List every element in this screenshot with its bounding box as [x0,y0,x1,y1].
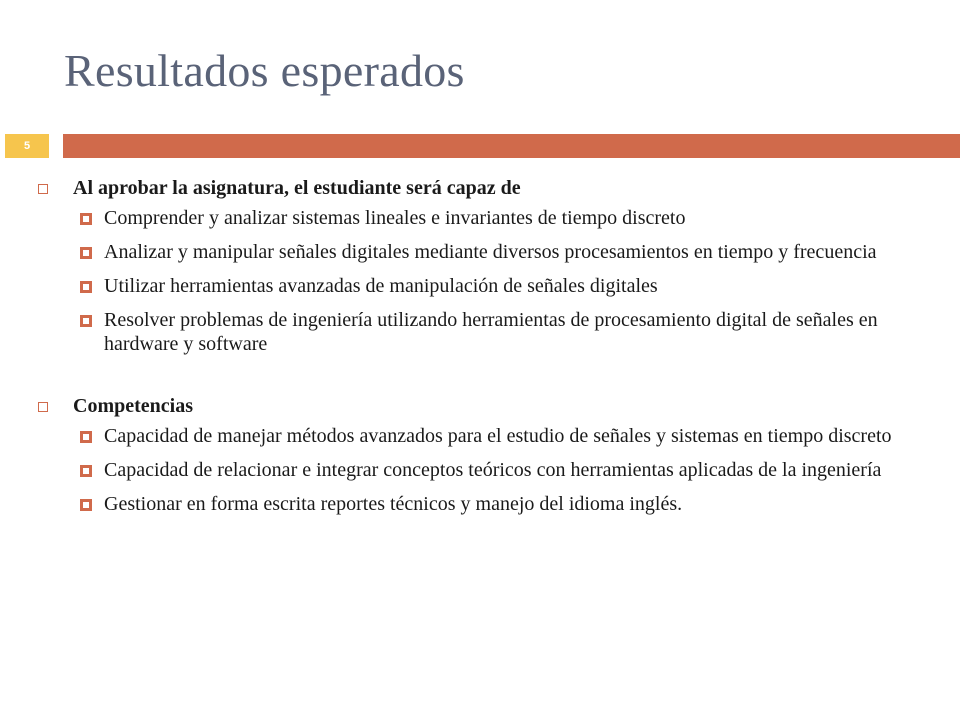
section-competencies [38,394,908,516]
section-heading-text: Competencias [73,395,193,417]
square-bullet-icon [80,281,92,293]
list-item [80,424,908,448]
list-item [80,240,908,264]
square-bullet-icon [80,431,92,443]
square-bullet-icon [80,499,92,511]
competencies-list [38,424,908,516]
section-heading [38,394,908,418]
slide-title: Resultados esperados [64,45,465,96]
square-bullet-icon [80,247,92,259]
list-item-text: Comprender y analizar sistemas lineales e invariantes de tiempo discreto [104,207,686,229]
slide-content [38,176,908,526]
list-item [80,458,908,482]
section-heading-text: Al aprobar la asignatura, el estudiante será capaz de [73,177,521,199]
square-bullet-icon [80,465,92,477]
list-item-text: Capacidad de relacionar e integrar conceptos teóricos con herramientas aplicadas de la ingeniería [104,459,882,481]
list-item-text: Utilizar herramientas avanzadas de manipulación de señales digitales [104,275,658,297]
list-item-text: Resolver problemas de ingeniería utilizando herramientas de procesamiento digital de señales en hardware y software [104,309,878,355]
list-item-text: Gestionar en forma escrita reportes técnicos y manejo del idioma inglés. [104,493,683,515]
list-item-text: Capacidad de manejar métodos avanzados para el estudio de señales y sistemas en tiempo discreto [104,425,892,447]
list-item [80,492,908,516]
section-heading [38,176,908,200]
page-number-badge: 5 [5,134,49,158]
hollow-square-bullet-icon [38,402,48,412]
list-item-text: Analizar y manipular señales digitales mediante diversos procesamientos en tiempo y frecuencia [104,241,877,263]
square-bullet-icon [80,315,92,327]
hollow-square-bullet-icon [38,184,48,194]
list-item [80,206,908,230]
list-item [80,274,908,298]
square-bullet-icon [80,213,92,225]
outcomes-list [38,206,908,356]
section-outcomes [38,176,908,356]
accent-bar [63,134,960,158]
list-item [80,308,908,356]
